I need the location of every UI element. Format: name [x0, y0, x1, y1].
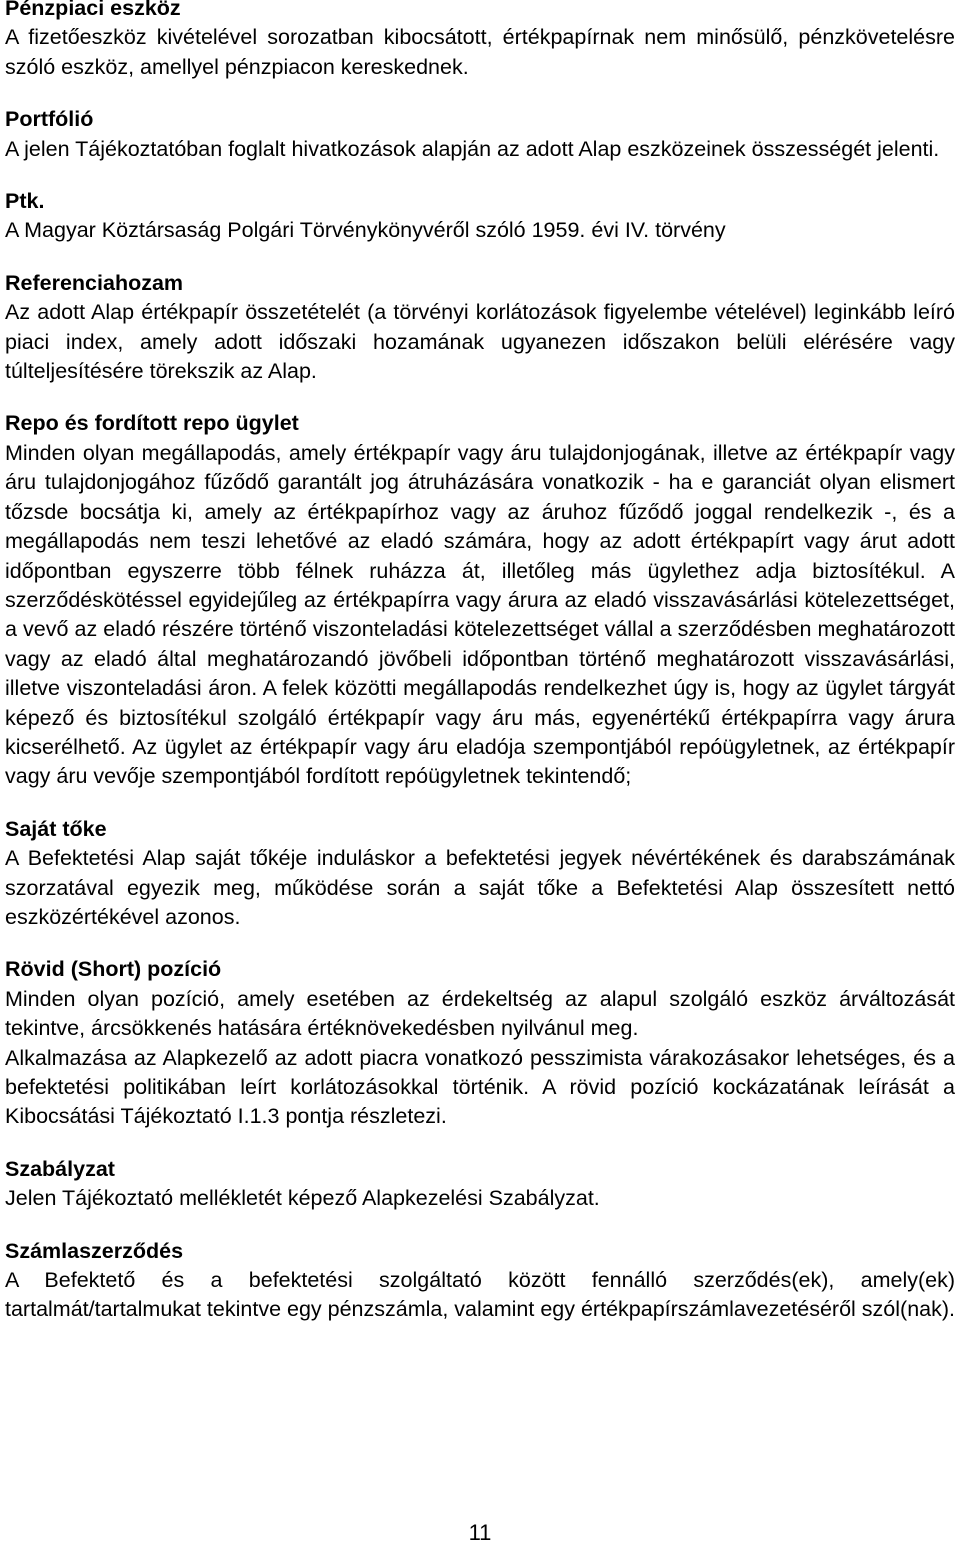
glossary-entry-szamlaszerzodes — [5, 1237, 955, 1325]
entry-term: Referenciahozam — [5, 270, 184, 295]
entry-term: Szabályzat — [5, 1156, 115, 1181]
glossary-entry-repo — [5, 409, 955, 791]
entry-definition-paragraph: Minden olyan pozíció, amely esetében az érdekeltség az alapul szolgáló eszköz árváltozását tekintve, árcsökkenés hatására értéknövekedésben nyilvánul meg. — [5, 986, 955, 1041]
glossary-entry-referenciahozam — [5, 269, 955, 387]
document-page — [5, 0, 955, 1348]
entry-definition: A Befektetési Alap saját tőkéje induláskor a befektetési jegyek névértékének és darabszámának szorzatával egyezik meg, működése során a saját tőke a Befektetési Alap összesített nettó eszközértékével azonos. — [5, 846, 955, 929]
entry-term: Ptk. — [5, 189, 45, 214]
entry-definition: Minden olyan megállapodás, amely értékpapír vagy áru tulajdonjogának, illetve az értékpapír vagy áru tulajdonjogához fűződő garantált jog átruházására vonatkozik - ha e garanciát olyan elismert tőzsde bocsátja ki, amely az értékpapírhoz vagy az áruhoz fűződő joggal rendelkezik -, és a megállapodás nem teszi lehetővé az eladó számára, hogy az adott értékpapírt vagy árut adott időpontban egyszerre több félnek ruházza át, illetőleg más ügylethez adja biztosítékul. A szerződéskötéssel egyidejűleg az értékpapírra vagy árura az eladó visszavásárlási kötelezettséget, a vevő az eladó részére történő viszonteladási kötelezettséget vállal a szerződésben meghatározott vagy az eladó által meghatározandó jövőbeli időpontban történő meghatározott visszavásárlási, illetve viszonteladási áron. A felek közötti megállapodás rendelkezhet úgy is, hogy az ügylet tárgyát képező és biztosítékul szolgáló értékpapír vagy áru más, egyenértékű értékpapírra vagy árura kicserélhető. Az ügylet az értékpapír vagy áru eladója szempontjából repóügyletnek, az értékpapír vagy áru vevője szempontjából fordított repóügyletnek tekintendő; — [5, 440, 955, 789]
entry-definition: A Magyar Köztársaság Polgári Törvénykönyvéről szóló 1959. évi IV. törvény — [5, 218, 726, 243]
entry-definition-paragraph: Alkalmazása az Alapkezelő az adott piacra vonatkozó pesszimista várakozásakor lehetséges, és a befektetési politikában leírt korlátozásokkal történik. A rövid pozíció kockázatának leírását a Kibocsátási Tájékoztató I.1.3 pontja részletezi. — [5, 1045, 955, 1129]
glossary-entry-portfolio — [5, 105, 955, 164]
entry-definition: A Befektető és a befektetési szolgáltató között fennálló szerződés(ek), amely(ek) tartalmát/tartalmukat tekintve egy pénzszámla, valamint egy értékpapírszámlavezetéséről szól(nak). — [5, 1268, 955, 1322]
glossary-entry-ptk — [5, 187, 955, 246]
entry-definition: A jelen Tájékoztatóban foglalt hivatkozások alapján az adott Alap eszközeinek összességét jelenti. — [5, 136, 940, 161]
page-number: 11 — [468, 1520, 492, 1545]
entry-term: Saját tőke — [5, 816, 107, 841]
entry-definition: Jelen Tájékoztató mellékletét képező Alapkezelési Szabályzat. — [5, 1186, 600, 1211]
glossary-entry-rovid-pozicio — [5, 955, 955, 1131]
entry-term: Számlaszerződés — [5, 1238, 184, 1263]
entry-term: Portfólió — [5, 107, 94, 132]
entry-definition: A fizetőeszköz kivételével sorozatban kibocsátott, értékpapírnak nem minősülő, pénzkövetelésre szóló eszköz, amellyel pénzpiacon kereskednek. — [5, 25, 955, 79]
glossary-entry-sajat-toke — [5, 815, 955, 933]
entry-definition: Az adott Alap értékpapír összetételét (a törvényi korlátozások figyelembe vételével) leginkább leíró piaci index, amely adott időszaki hozamának ugyanezen időszakon belüli elérésére vagy túlteljesítésére törekszik az Alap. — [5, 300, 955, 384]
glossary-entry-szabalyzat — [5, 1155, 955, 1214]
entry-term: Rövid (Short) pozíció — [5, 957, 222, 982]
glossary-entry-penzpiaci-eszkoz — [5, 0, 955, 82]
entry-term: Repo és fordított repo ügylet — [5, 411, 299, 436]
entry-term: Pénzpiaci eszköz — [5, 0, 181, 20]
